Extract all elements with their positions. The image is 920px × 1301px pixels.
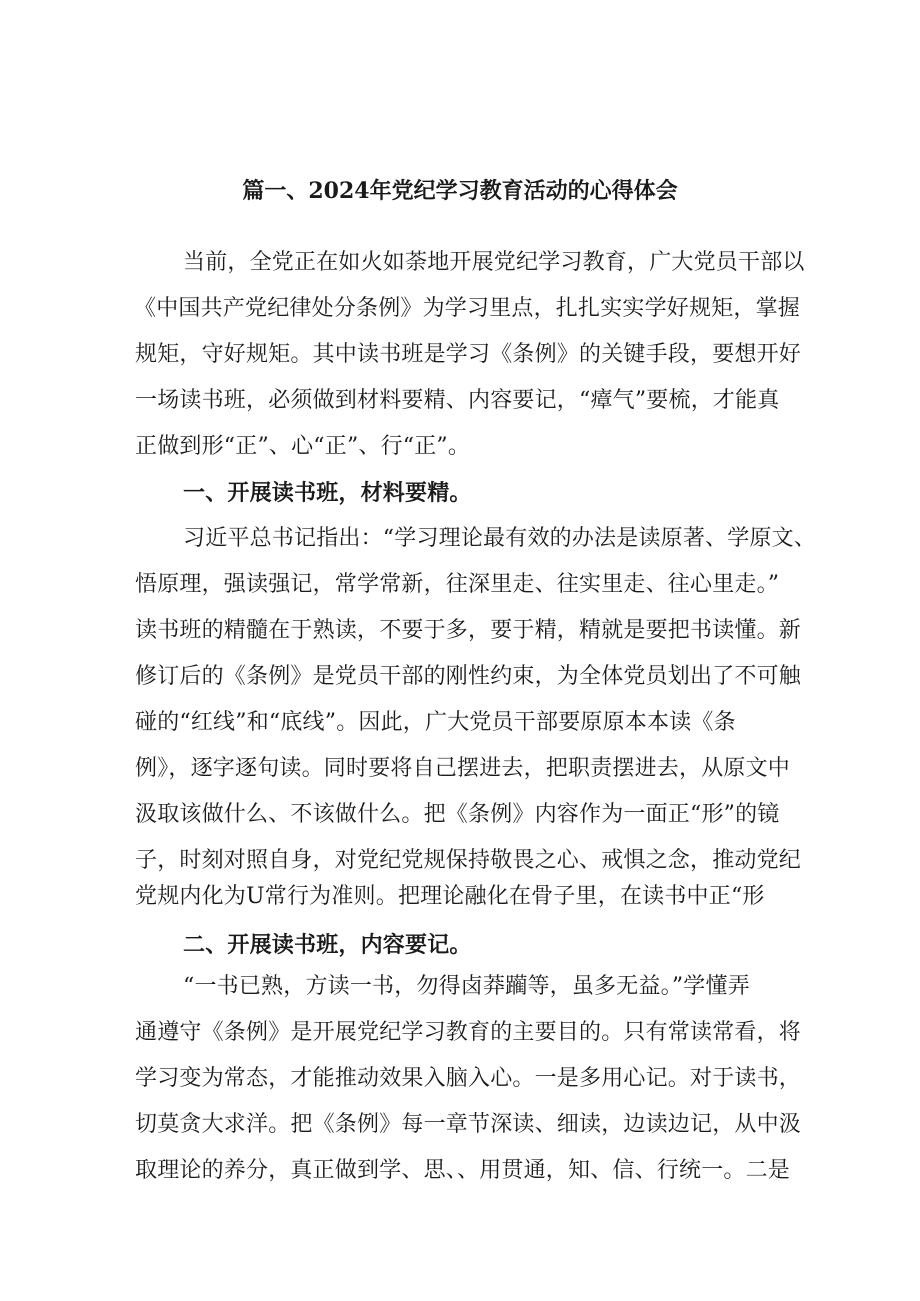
section-heading-2: 二、开展读书班，内容要记。	[183, 932, 472, 958]
paragraph-line: 正做到形“正”、心“正”、行“正”。	[135, 434, 471, 459]
paragraph-line: 切莫贪大求洋。把《条例》每一章节深读、细读，边读边记，从中汲	[135, 1112, 802, 1137]
paragraph-line: 习近平总书记指出：“学习理论最有效的办法是读原著、学原文、	[183, 526, 817, 551]
paragraph-line: 通遵守《条例》是开展党纪学习教育的主要目的。只有常读常看，将	[135, 1020, 802, 1045]
paragraph-line: 当前，全党正在如火如荼地开展党纪学习教育，广大党员干部以	[183, 250, 805, 275]
paragraph-line: “一书已熟，方读一书，勿得卤莽躏等，虽多无益。”学懂弄	[183, 974, 750, 999]
document-title: 篇一、2024年党纪学习教育活动的心得体会	[242, 178, 678, 204]
paragraph-line: 《中国共产党纪律处分条例》为学习里点，扎扎实实学好规矩，掌握	[134, 296, 801, 321]
paragraph-line: 学习变为常态，才能推动效果入脑入心。一是多用心记。对于读书，	[135, 1066, 802, 1091]
paragraph-line: 规矩，守好规矩。其中读书班是学习《条例》的关键手段，要想开好	[135, 342, 802, 367]
paragraph-line: 读书班的精髓在于熟读，不要于多，要于精，精就是要把书读懂。新	[135, 618, 802, 643]
paragraph-line: 子，时刻对照自身，对党纪党规保持敬畏之心、戒惧之念，推动党纪	[135, 848, 802, 873]
section-heading-1: 一、开展读书班，材料要精。	[183, 480, 472, 506]
paragraph-line: 一场读书班，必须做到材料要精、内容要记，“瘴气”要梳，才能真	[135, 388, 780, 413]
paragraph-line: 悟原理，强读强记，常学常新，往深里走、往实里走、往心里走。”	[135, 572, 780, 597]
paragraph-line: 碰的“红线”和“底线”。因此，广大党员干部要原原本本读《条	[135, 710, 736, 735]
paragraph-line: 党规内化为U常行为准则。把理论融化在骨子里，在读书中正“形	[135, 884, 765, 909]
paragraph-line: 修订后的《条例》是党员干部的刚性约束，为全体党员划出了不可触	[135, 664, 802, 689]
paragraph-line: 取理论的养分，真正做到学、思、、用贯通，知、信、行统一。二是	[135, 1158, 791, 1183]
paragraph-line: 例》，逐字逐句读。同时要将自己摆进去，把职责摆进去，从原文中	[135, 756, 791, 781]
paragraph-line: 汲取该做什么、不该做什么。把《条例》内容作为一面正“形”的镜	[135, 802, 780, 827]
